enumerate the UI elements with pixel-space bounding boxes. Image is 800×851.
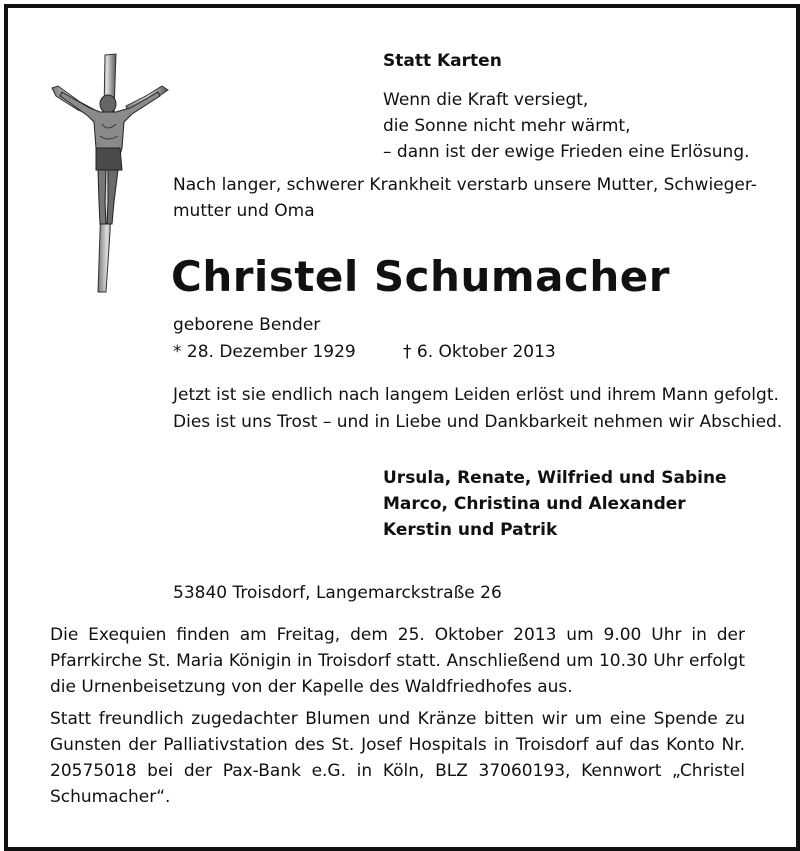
address: 53840 Troisdorf, Langemarckstraße 26	[173, 583, 502, 603]
crucifix-icon	[50, 52, 170, 297]
donation-paragraph: Statt freundlich zugedachter Blumen und Kränze bitten wir um eine Spende zu Gunsten der Palliativstation des St. Josef Hospitals in Troisdorf auf das Konto Nr. 20575018 bei der Pax-Bank e.G. in Köln, BLZ 37060193, Kennwort „Christel Schumacher“.	[50, 709, 745, 807]
poem-line-2: die Sonne nicht mehr wärmt,	[383, 116, 631, 136]
statt-karten-heading: Statt Karten	[383, 51, 502, 71]
deceased-name: Christel Schumacher	[171, 252, 670, 301]
death-date: † 6. Oktober 2013	[403, 342, 556, 362]
mourners-line-3: Kerstin und Patrik	[383, 520, 558, 540]
mourners-line-1: Ursula, Renate, Wilfried und Sabine	[383, 468, 727, 488]
poem-line-1: Wenn die Kraft versiegt,	[383, 90, 589, 110]
poem-line-3: – dann ist der ewige Frieden eine Erlösung.	[383, 142, 750, 162]
maiden-name: geborene Bender	[173, 315, 321, 335]
service-paragraph: Die Exequien finden am Freitag, dem 25. Oktober 2013 um 9.00 Uhr in der Pfarrkirche St. Maria Königin in Troisdorf statt. Anschließend um 10.30 Uhr erfolgt die Urnenbeisetzung von der Kapelle des Waldfriedhofes aus.	[50, 625, 745, 697]
mourners-line-2: Marco, Christina und Alexander	[383, 494, 686, 514]
farewell-line-1: Jetzt ist sie endlich nach langem Leiden erlöst und ihrem Mann gefolgt.	[173, 385, 779, 405]
announcement-line-1: Nach langer, schwerer Krankheit verstarb unsere Mutter, Schwieger-	[173, 175, 757, 195]
farewell-line-2: Dies ist uns Trost – und in Liebe und Dankbarkeit nehmen wir Abschied.	[173, 412, 783, 432]
birth-date: * 28. Dezember 1929	[173, 342, 356, 362]
announcement-line-2: mutter und Oma	[173, 201, 315, 221]
